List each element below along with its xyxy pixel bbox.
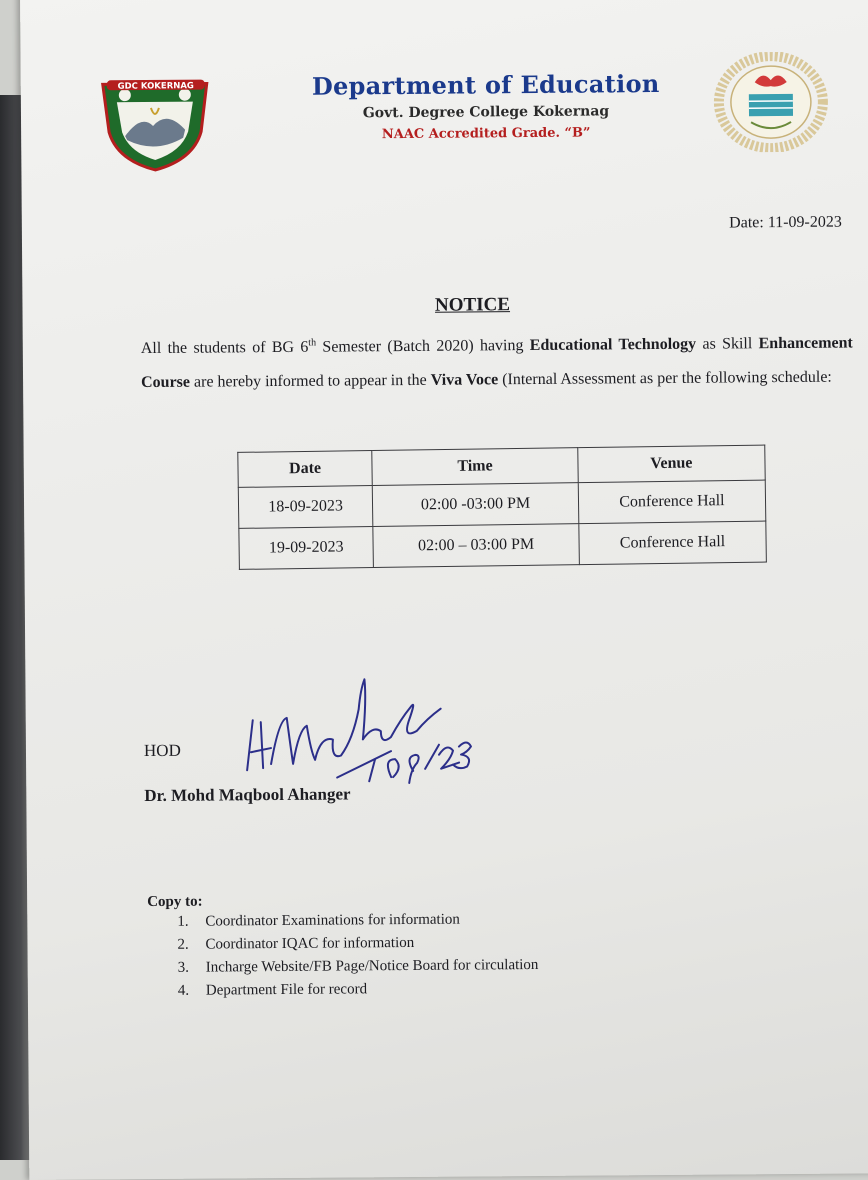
body-text: Semester (Batch 2020) having [316, 337, 530, 356]
copy-to-label: Copy to: [147, 894, 203, 911]
list-text: Incharge Website/FB Page/Notice Board for circulation [206, 957, 539, 983]
notice-heading: NOTICE [372, 294, 572, 318]
schedule-table [237, 445, 767, 570]
cell-date: 19-09-2023 [239, 527, 374, 570]
list-number: 2. [177, 937, 205, 960]
signatory-name: Dr. Mohd Maqbool Ahanger [144, 784, 350, 806]
cell-venue: Conference Hall [579, 521, 767, 565]
notice-date: Date: 11-09-2023 [652, 214, 842, 233]
list-number: 1. [177, 914, 205, 937]
course-name: Educational Technology [530, 336, 696, 354]
emblem-icon [711, 52, 832, 153]
list-text: Department File for record [206, 981, 367, 1005]
list-text: Coordinator Examinations for information [205, 912, 460, 937]
body-text: as Skill [696, 335, 759, 352]
cell-time: 02:00 – 03:00 PM [373, 524, 579, 568]
signatory-role: HOD [144, 741, 181, 761]
cell-time: 02:00 -03:00 PM [372, 483, 578, 527]
table-row [239, 521, 767, 569]
body-text: are hereby informed to appear in the [190, 372, 431, 391]
list-item [178, 979, 678, 1006]
copy-to-list [177, 910, 678, 1006]
header-date: Date [238, 451, 373, 488]
body-text: All the students of BG 6 [141, 339, 309, 357]
header-time: Time [372, 448, 578, 486]
exam-type: Viva Voce [431, 371, 499, 389]
list-number: 4. [178, 983, 206, 1006]
college-name: Govt. Degree College Kokernag [276, 103, 696, 122]
cell-date: 18-09-2023 [238, 486, 373, 529]
notice-paper [20, 0, 868, 1180]
header-venue: Venue [578, 445, 766, 483]
naac-grade: NAAC Accredited Grade. “B” [276, 125, 696, 143]
department-title: Department of Education [276, 69, 696, 101]
list-text: Coordinator IQAC for information [205, 935, 414, 960]
college-logo-icon [81, 73, 222, 174]
notice-body [141, 326, 854, 400]
body-text: (Internal Assessment as per the following schedule: [498, 369, 832, 389]
handwritten-signature [240, 658, 481, 795]
course-type: Enhancement Course [141, 334, 853, 391]
svg-text:GDC KOKERNAG: GDC KOKERNAG [118, 81, 194, 92]
cell-venue: Conference Hall [578, 480, 766, 524]
list-number: 3. [178, 960, 206, 983]
body-superscript: th [308, 337, 316, 348]
